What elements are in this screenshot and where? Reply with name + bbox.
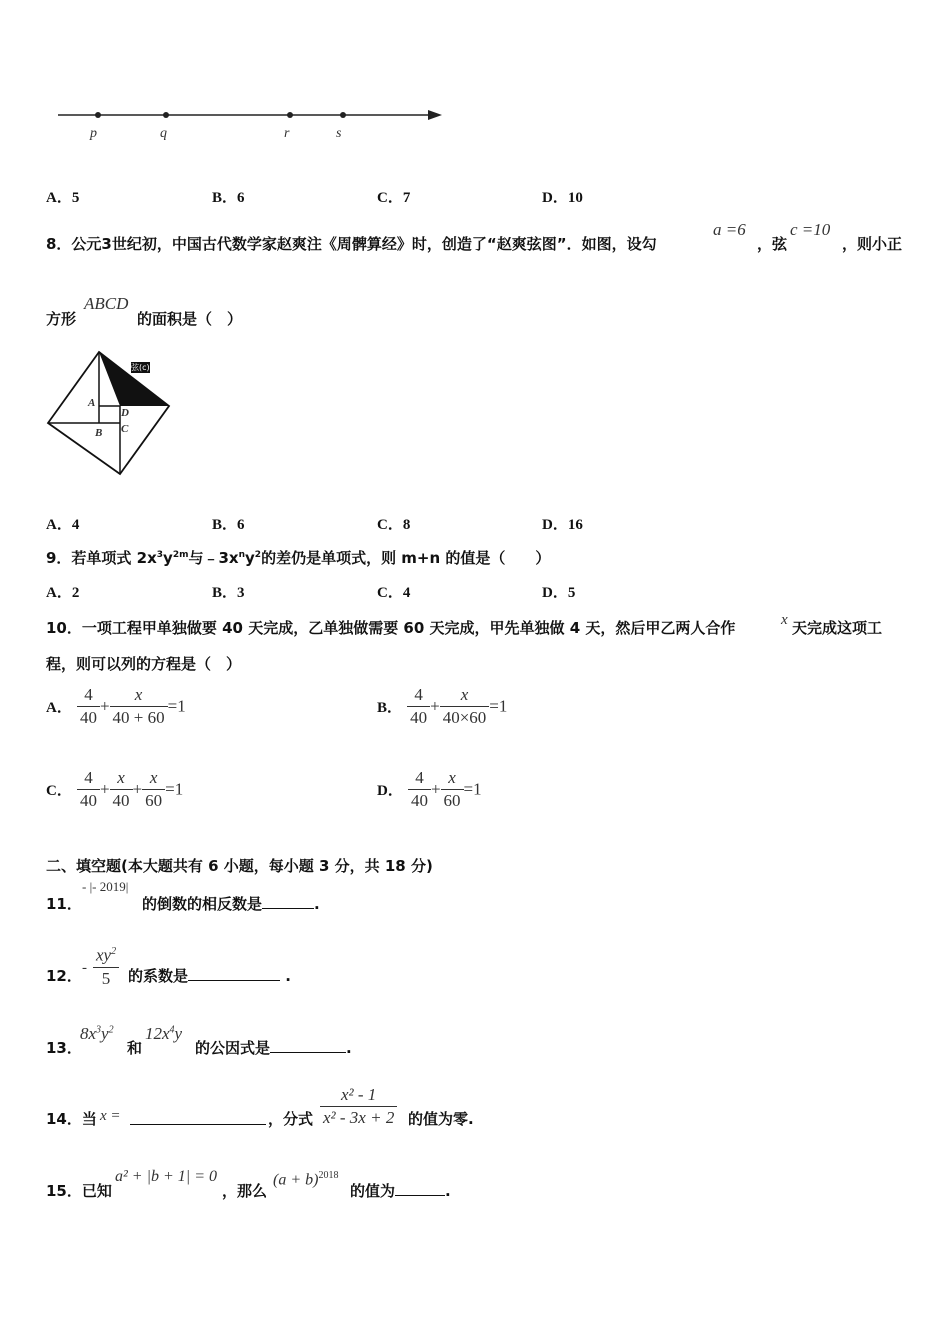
q14-answer-blank[interactable] (130, 1107, 266, 1125)
fig-label-c: C (121, 423, 129, 435)
q14-text-2: 的值为零. (408, 1110, 474, 1128)
zhao-shuang-diagram (44, 350, 174, 478)
q9-option-a[interactable]: A．2 (46, 585, 80, 601)
section-2-title: 二、填空题(本大题共有 6 小题，每小题 3 分，共 18 分) (46, 857, 433, 875)
fraction: $\frac{x}{40 + 60}$ (110, 684, 168, 729)
q9-option-d[interactable]: D．5 (542, 585, 576, 601)
q8-text-1: 8．公元3世纪初，中国古代数学家赵爽注《周髀算经》时，创造了“赵爽弦图”．如图，设勾 (46, 235, 657, 253)
q14-number: 14．当 (46, 1110, 97, 1128)
number-line-graphic (50, 100, 450, 150)
q10-option-c[interactable]: C． $\frac{4}{40}$ + $\frac{x}{40}$ + $\frac{x}{60}$ =1 (46, 768, 184, 810)
q7-option-c[interactable]: C．7 (377, 190, 411, 206)
fig-label-d: D (121, 407, 129, 419)
q10-line-2: 程，则可以列的方程是（ ） (46, 655, 242, 673)
fig-label-b: B (95, 427, 103, 439)
q13-answer-blank[interactable] (270, 1052, 346, 1053)
fig-label-xian: 弦(c) (131, 363, 150, 372)
fraction: $\frac{x}{60}$ (142, 767, 165, 812)
zhao-shuang-figure (44, 350, 174, 478)
number-line (50, 100, 450, 150)
q14-var: x = (100, 1108, 121, 1124)
q8-option-b[interactable]: B．6 (212, 517, 245, 533)
q11-answer-blank[interactable] (262, 908, 314, 909)
point-label-p: p (90, 126, 97, 141)
q8-option-c[interactable]: C．8 (377, 517, 411, 533)
q13-term-1: $8x^3y^2$ (80, 1024, 114, 1043)
q11-text: 的倒数的相反数是 . (142, 895, 320, 913)
q10-option-a[interactable]: A． $\frac{4}{40}$ + $\frac{x}{40 + 60}$ =1 (46, 685, 186, 727)
q9-option-c[interactable]: C．4 (377, 585, 411, 601)
q9-stem: 9．若单项式 $2x^3y^{2m}$与$﹣3x^ny^2$的差仍是单项式，则 m+n 的值是（ ） (46, 549, 551, 567)
fraction: $\frac{4}{40}$ (77, 767, 100, 812)
q12-number: 12． (46, 967, 82, 985)
q15-number: 15．已知 (46, 1182, 112, 1200)
q15-text-1: ，那么 (222, 1182, 268, 1200)
q8-sep: ，弦 (757, 235, 788, 253)
point-label-q: q (160, 126, 167, 141)
q7-option-b[interactable]: B．6 (212, 190, 245, 206)
q10-line-1b: 天完成这项工 (792, 619, 883, 637)
q10-var: x (781, 612, 788, 628)
q8-text-4: 的面积是（ ） (137, 310, 243, 328)
q8-option-a[interactable]: A．4 (46, 517, 80, 533)
q12-text: 的系数是 . (128, 967, 291, 985)
q8-cond-a: a =6 (713, 220, 746, 239)
fraction: $\frac{x}{60}$ (441, 767, 464, 812)
q9-option-b[interactable]: B．3 (212, 585, 245, 601)
q7-option-a[interactable]: A．5 (46, 190, 80, 206)
point-label-r: r (284, 126, 290, 141)
q13-text: 的公因式是 . (195, 1039, 352, 1057)
q11-expression: - |- 2019| (82, 879, 129, 894)
fraction: $\frac{4}{40}$ (408, 767, 431, 812)
arrow-icon (428, 110, 442, 120)
q12-fraction: $\frac{xy^2}{5}$ (93, 941, 119, 990)
q10-option-b[interactable]: B． $\frac{4}{40}$ + $\frac{x}{40\times 60}$ =1 (377, 685, 508, 727)
q10-option-d[interactable]: D． $\frac{4}{40}$ + $\frac{x}{60}$ =1 (377, 768, 482, 810)
q12-answer-blank[interactable] (188, 980, 280, 981)
q8-text-2: ，则小正 (842, 235, 903, 253)
q15-answer-blank[interactable] (395, 1195, 445, 1196)
point-label-s: s (336, 126, 342, 141)
q15-condition: a² + |b + 1| = 0 (115, 1168, 217, 1185)
fraction: $\frac{x}{40}$ (110, 767, 133, 812)
q11-number: 11． (46, 895, 82, 913)
q8-option-d[interactable]: D．16 (542, 517, 583, 533)
fraction: $\frac{4}{40}$ (77, 684, 100, 729)
q14-fraction: $\frac{\text{x² - 1}}{\text{x² - 3x + 2}}$ (320, 1084, 397, 1129)
q15-expression: $(a + b)^{2018}$ (273, 1170, 339, 1189)
fraction: $\frac{4}{40}$ (407, 684, 430, 729)
q8-square-name: ABCD (84, 294, 129, 313)
q7-option-d[interactable]: D．10 (542, 190, 583, 206)
fraction: $\frac{x}{40\times 60}$ (440, 684, 490, 729)
q8-cond-c: c =10 (790, 220, 831, 239)
fig-label-a: A (88, 397, 96, 409)
q15-text-2: 的值为 . (350, 1182, 451, 1200)
q13-and: 和 (127, 1039, 143, 1057)
q12-sign: - (82, 960, 87, 976)
q13-number: 13． (46, 1039, 82, 1057)
q13-term-2: $12x^4y$ (145, 1024, 183, 1043)
q10-line-1a: 10．一项工程甲单独做要 40 天完成，乙单独做需要 60 天完成，甲先单独做 4 天，然后甲乙两人合作 (46, 619, 736, 637)
q14-text-1: ，分式 (268, 1110, 314, 1128)
q8-text-3: 方形 (46, 310, 77, 328)
